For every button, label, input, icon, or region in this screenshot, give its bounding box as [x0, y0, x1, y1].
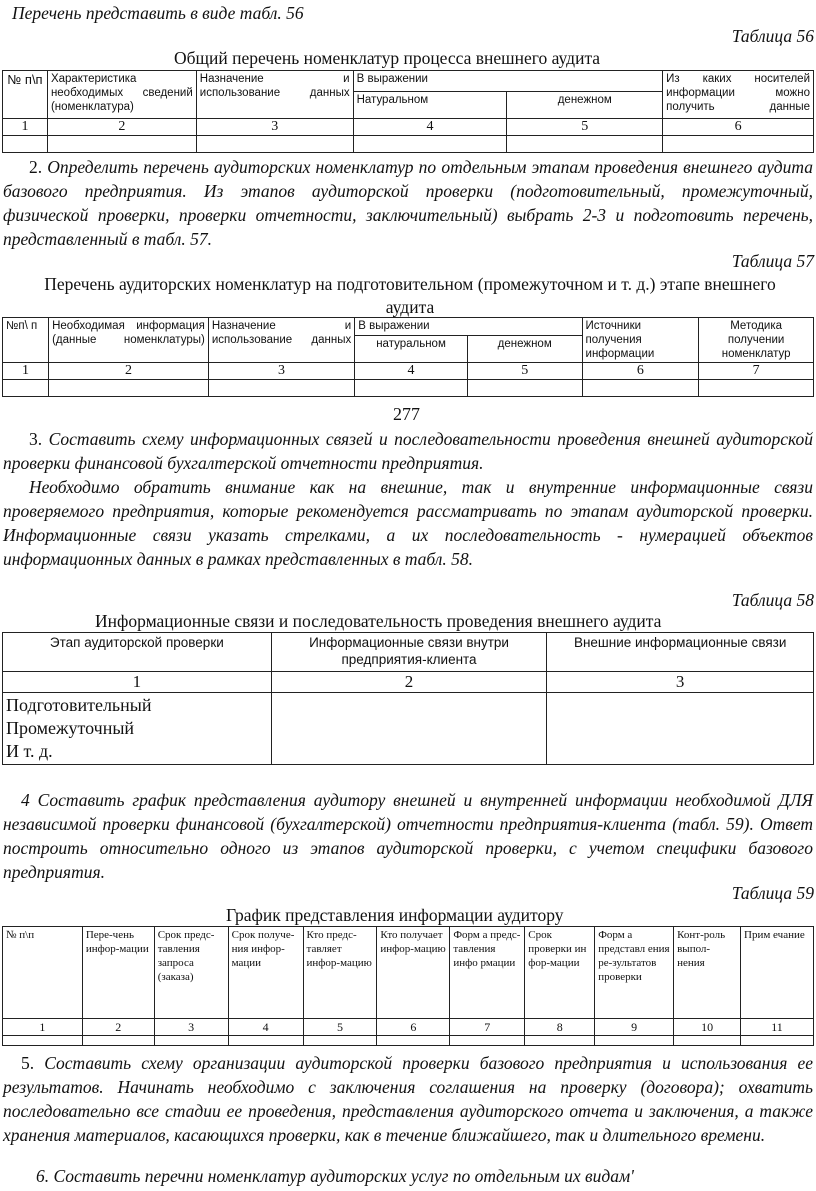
t56-empty-cell — [507, 136, 663, 153]
t59-empty-cell — [525, 1036, 595, 1046]
t56-empty-cell — [47, 136, 196, 153]
table-57-label: Таблица 57 — [731, 251, 814, 271]
t58-empty-cell — [547, 693, 814, 765]
table-58 — [2, 632, 814, 765]
t57-header-method: Методика получении номенклатур — [699, 318, 814, 363]
t56-col-num: 3 — [196, 119, 353, 136]
t59-header-request-term: Срок предс-тавления запроса (заказа) — [154, 927, 228, 1019]
t56-header-money: денежном — [507, 92, 663, 119]
t59-col-num: 6 — [377, 1019, 450, 1036]
t58-header-internal: Информационные связи внутри предприятия-клиента — [271, 633, 547, 672]
t59-header-note: Прим ечание — [741, 927, 814, 1019]
t57-header-num: №п\ п — [3, 318, 49, 363]
t56-header-source: Из каких носителей информации можно получить данные — [663, 71, 814, 119]
paragraph-3 — [3, 427, 813, 475]
t58-stage: Подготовительный — [6, 695, 152, 715]
t56-empty-cell — [663, 136, 814, 153]
t59-col-num: 5 — [303, 1019, 377, 1036]
t58-stage: Промежуточный — [6, 718, 135, 738]
t56-empty-cell — [196, 136, 353, 153]
table-56-label: Таблица 56 — [731, 26, 814, 46]
t59-header-check-term: Срок проверки ин фор-мации — [525, 927, 595, 1019]
paragraph-3-note: Необходимо обратить внимание как на внешние, так и внутренние информационные связи проверяемого предприятия, которые рекомендуется рассматривать по этапам аудиторской проверки. Информационные связи указать стрелками, а их последовательность - нумерацией объектов информационных данных в рамках представленных в табл. 58. — [3, 477, 813, 569]
table-59-title: График представления информации аудитору — [226, 905, 564, 925]
t58-col-num: 2 — [271, 672, 547, 693]
t59-empty-cell — [674, 1036, 741, 1046]
t59-header-num: № п\п — [3, 927, 83, 1019]
paragraph-3-number: 3. — [29, 429, 43, 449]
t59-col-num: 9 — [595, 1019, 674, 1036]
t59-col-num: 3 — [154, 1019, 228, 1036]
t57-col-num: 6 — [582, 363, 699, 380]
t57-col-num: 7 — [699, 363, 814, 380]
t59-empty-cell — [741, 1036, 814, 1046]
t57-header-money: денежном — [467, 336, 582, 363]
t57-header-expr: В выражении — [355, 318, 582, 336]
table-57 — [2, 317, 814, 397]
paragraph-5 — [3, 1051, 813, 1147]
t58-stage: И т. д. — [6, 741, 53, 761]
paragraph-5-text: Составить схему организации аудиторской проверки базового предприятия и использования ее результатов. Начинать необходимо с заключения соглашения на проверку (договора); охватить последовательно все стадии ее проведения, представления аудиторского отчета и заключения, а также хранения материалов, касающихся проверки, как в течение ближайшего, так и длительного времени. — [3, 1053, 813, 1145]
t57-empty-cell — [582, 380, 699, 397]
t59-empty-cell — [82, 1036, 154, 1046]
t59-col-num: 1 — [3, 1019, 83, 1036]
t58-col-num: 3 — [547, 672, 814, 693]
t57-empty-cell — [3, 380, 49, 397]
t58-empty-cell — [271, 693, 547, 765]
paragraph-5-number: 5. — [21, 1053, 35, 1073]
t59-empty-cell — [154, 1036, 228, 1046]
t59-header-result-form: Форм а представл ения ре-зультатов проверки — [595, 927, 674, 1019]
t58-header-stage: Этап аудиторской проверки — [3, 633, 272, 672]
t57-empty-cell — [467, 380, 582, 397]
t59-col-num: 4 — [228, 1019, 303, 1036]
t59-header-form: Форм а предс-тавления инфо рмации — [450, 927, 525, 1019]
t59-col-num: 8 — [525, 1019, 595, 1036]
paragraph-2-text: Определить перечень аудиторских номенклатур по отдельным этапам проведения внешнего аудита базового предприятия. Из этапов аудиторской проверки (подготовительный, промежуточный, физической проверки, проверки отчетности, заключительный) выбрать 2-3 и подготовить перечень, представленный в табл. 57. — [3, 157, 814, 249]
t59-empty-cell — [228, 1036, 303, 1046]
t57-empty-cell — [699, 380, 814, 397]
t59-empty-cell — [377, 1036, 450, 1046]
t59-header-control: Конт-роль выпол-нения — [674, 927, 741, 1019]
t57-col-num: 3 — [208, 363, 354, 380]
page-number: 277 — [393, 404, 420, 424]
t59-empty-cell — [3, 1036, 83, 1046]
table-57-title: Перечень аудиторских номенклатур на подготовительном (промежуточном и т. д.) этапе внешнего аудита — [44, 274, 776, 317]
t59-header-receiver: Кто получает инфор-мацию — [377, 927, 450, 1019]
table-59 — [2, 926, 814, 1046]
t57-col-num: 2 — [49, 363, 209, 380]
t56-col-num: 4 — [353, 119, 507, 136]
t57-empty-cell — [208, 380, 354, 397]
table-58-label: Таблица 58 — [731, 590, 814, 610]
t56-header-purpose: Назначение и использование данных — [196, 71, 353, 119]
t56-header-nat: Натуральном — [353, 92, 507, 119]
t58-stages-cell — [3, 693, 272, 765]
paragraph-2-number: 2. — [29, 157, 43, 177]
table-58-title: Информационные связи и последовательность проведения внешнего аудита — [95, 611, 662, 631]
table-56-title: Общий перечень номенклатур процесса внешнего аудита — [174, 48, 601, 68]
t57-col-num: 1 — [3, 363, 49, 380]
t57-header-purpose: Назначение и использование данных — [208, 318, 354, 363]
t58-header-external: Внешние информационные связи — [547, 633, 814, 672]
t57-header-nat: натуральном — [355, 336, 468, 363]
t57-empty-cell — [49, 380, 209, 397]
intro-text: Перечень представить в виде табл. 56 — [12, 3, 304, 23]
paragraph-2 — [3, 155, 813, 251]
t57-col-num: 5 — [467, 363, 582, 380]
t59-empty-cell — [303, 1036, 377, 1046]
t56-col-num: 5 — [507, 119, 663, 136]
t56-empty-cell — [353, 136, 507, 153]
t59-header-receipt-term: Срок получе-ния инфор-мации — [228, 927, 303, 1019]
table-59-label: Таблица 59 — [731, 883, 814, 903]
t57-empty-cell — [355, 380, 468, 397]
t56-header-expr: В выражении — [353, 71, 663, 92]
table-56 — [2, 70, 814, 153]
t56-col-num: 2 — [47, 119, 196, 136]
paragraph-3-text: Составить схему информационных связей и последовательности проведения внешней аудиторской проверки финансовой бухгалтерской отчетности предприятия. — [3, 429, 814, 473]
t59-col-num: 7 — [450, 1019, 525, 1036]
t59-col-num: 10 — [674, 1019, 741, 1036]
paragraph-6: 6. Составить перечни номенклатур аудиторских услуг по отдельным их видам' — [36, 1166, 634, 1186]
t59-empty-cell — [450, 1036, 525, 1046]
paragraph-4: 4 Составить график представления аудитору внешней и внутренней информации необходимой ДЛЯ независимой проверки финансовой (бухгалтерской) отчетности предприятия-клиента (табл. 59). Ответ построить относительно одного из этапов аудиторской проверки, с учетом специфики базового предприятия. — [3, 790, 813, 882]
t59-col-num: 2 — [82, 1019, 154, 1036]
t57-header-source: Источники получения информации — [582, 318, 699, 363]
t58-col-num: 1 — [3, 672, 272, 693]
t56-empty-cell — [3, 136, 48, 153]
t59-header-info-list: Пере-чень инфор-мации — [82, 927, 154, 1019]
t56-header-num: № п\п — [3, 71, 48, 119]
t59-col-num: 11 — [741, 1019, 814, 1036]
t57-col-num: 4 — [355, 363, 468, 380]
t57-header-info: Необходимая информация (данные номенклатуры) — [49, 318, 209, 363]
t56-col-num: 1 — [3, 119, 48, 136]
t56-header-char: Характеристика необходимых сведений (номенклатура) — [47, 71, 196, 119]
t59-header-provider: Кто предс-тавляет инфор-мацию — [303, 927, 377, 1019]
t56-col-num: 6 — [663, 119, 814, 136]
t59-empty-cell — [595, 1036, 674, 1046]
